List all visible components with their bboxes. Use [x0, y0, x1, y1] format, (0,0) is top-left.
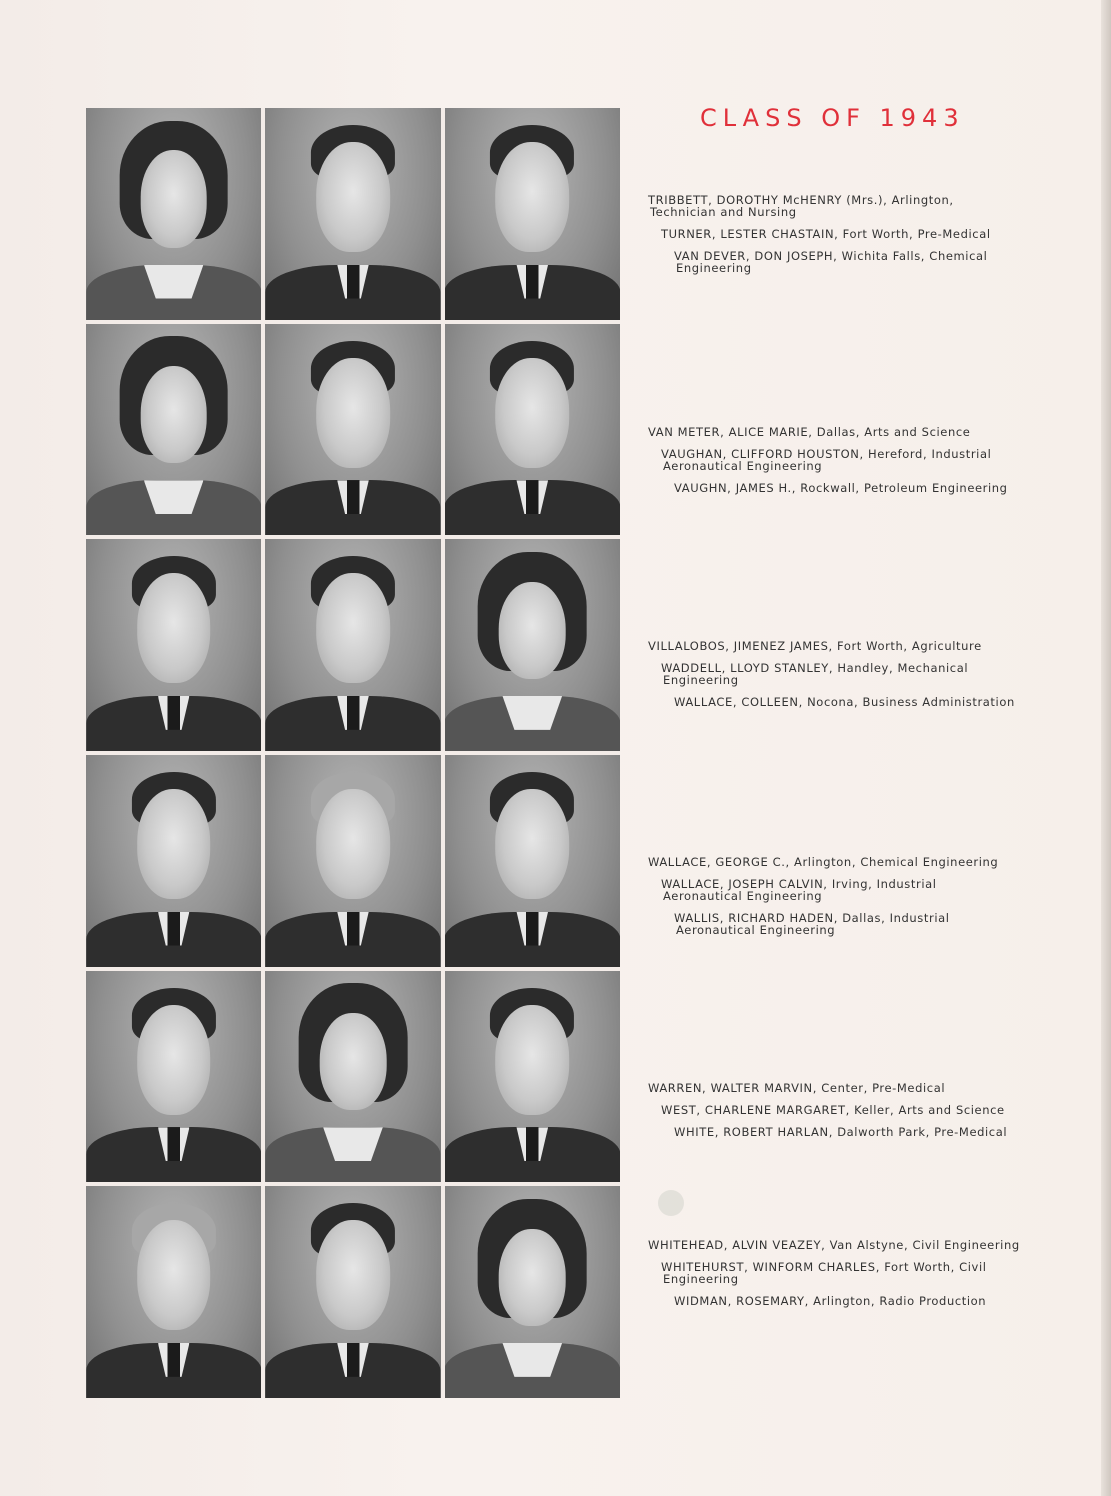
caption-entry: VAN DEVER, DON JOSEPH, Wichita Falls, Chemical Engineering	[674, 249, 988, 275]
portrait-photo	[265, 539, 440, 751]
portrait-photo	[445, 324, 620, 536]
caption-group	[648, 1239, 1048, 1317]
caption-group	[648, 640, 1048, 718]
caption-entry: WHITEHURST, WINFORM CHARLES, Fort Worth, Civil Engineering	[661, 1260, 987, 1286]
portrait-photo	[265, 971, 440, 1183]
portrait-photo	[86, 1186, 261, 1398]
caption-entry: TRIBBETT, DOROTHY McHENRY (Mrs.), Arlington, Technician and Nursing	[648, 193, 954, 219]
caption-entry: WALLACE, COLLEEN, Nocona, Business Administration	[674, 695, 1015, 709]
caption-entry: VILLALOBOS, JIMENEZ JAMES, Fort Worth, Agriculture	[648, 639, 982, 653]
caption-entry: WALLACE, JOSEPH CALVIN, Irving, Industrial Aeronautical Engineering	[661, 877, 937, 903]
caption-entry: WEST, CHARLENE MARGARET, Keller, Arts and Science	[661, 1103, 1005, 1117]
portrait-photo	[445, 1186, 620, 1398]
caption-entry: VAUGHN, JAMES H., Rockwall, Petroleum Engineering	[674, 481, 1008, 495]
portrait-grid	[86, 108, 620, 1398]
portrait-photo	[265, 755, 440, 967]
page-title: CLASS OF 1943	[700, 104, 965, 132]
portrait-photo	[265, 1186, 440, 1398]
caption-entry: WHITE, ROBERT HARLAN, Dalworth Park, Pre-Medical	[674, 1125, 1008, 1139]
caption-entry: WALLACE, GEORGE C., Arlington, Chemical Engineering	[648, 855, 999, 869]
portrait-photo	[445, 755, 620, 967]
page-edge	[1101, 0, 1111, 1496]
caption-entry: WALLIS, RICHARD HADEN, Dallas, Industrial Aeronautical Engineering	[674, 911, 950, 937]
portrait-photo	[445, 108, 620, 320]
portrait-photo	[265, 324, 440, 536]
caption-entry: WADDELL, LLOYD STANLEY, Handley, Mechanical Engineering	[661, 661, 969, 687]
portrait-photo	[86, 324, 261, 536]
portrait-photo	[265, 108, 440, 320]
caption-entry: WHITEHEAD, ALVIN VEAZEY, Van Alstyne, Civil Engineering	[648, 1238, 1020, 1252]
caption-entry: WARREN, WALTER MARVIN, Center, Pre-Medical	[648, 1081, 946, 1095]
caption-group	[648, 856, 1048, 946]
portrait-photo	[86, 108, 261, 320]
portrait-photo	[86, 971, 261, 1183]
caption-entry: TURNER, LESTER CHASTAIN, Fort Worth, Pre-Medical	[661, 227, 991, 241]
caption-entry: VAN METER, ALICE MARIE, Dallas, Arts and Science	[648, 425, 971, 439]
caption-group	[648, 194, 1048, 284]
caption-group	[648, 1082, 1048, 1148]
portrait-photo	[86, 539, 261, 751]
portrait-photo	[445, 971, 620, 1183]
paper-smudge	[658, 1190, 684, 1216]
caption-entry: WIDMAN, ROSEMARY, Arlington, Radio Production	[674, 1294, 987, 1308]
portrait-photo	[86, 755, 261, 967]
caption-group	[648, 426, 1048, 504]
caption-entry: VAUGHAN, CLIFFORD HOUSTON, Hereford, Industrial Aeronautical Engineering	[661, 447, 992, 473]
portrait-photo	[445, 539, 620, 751]
